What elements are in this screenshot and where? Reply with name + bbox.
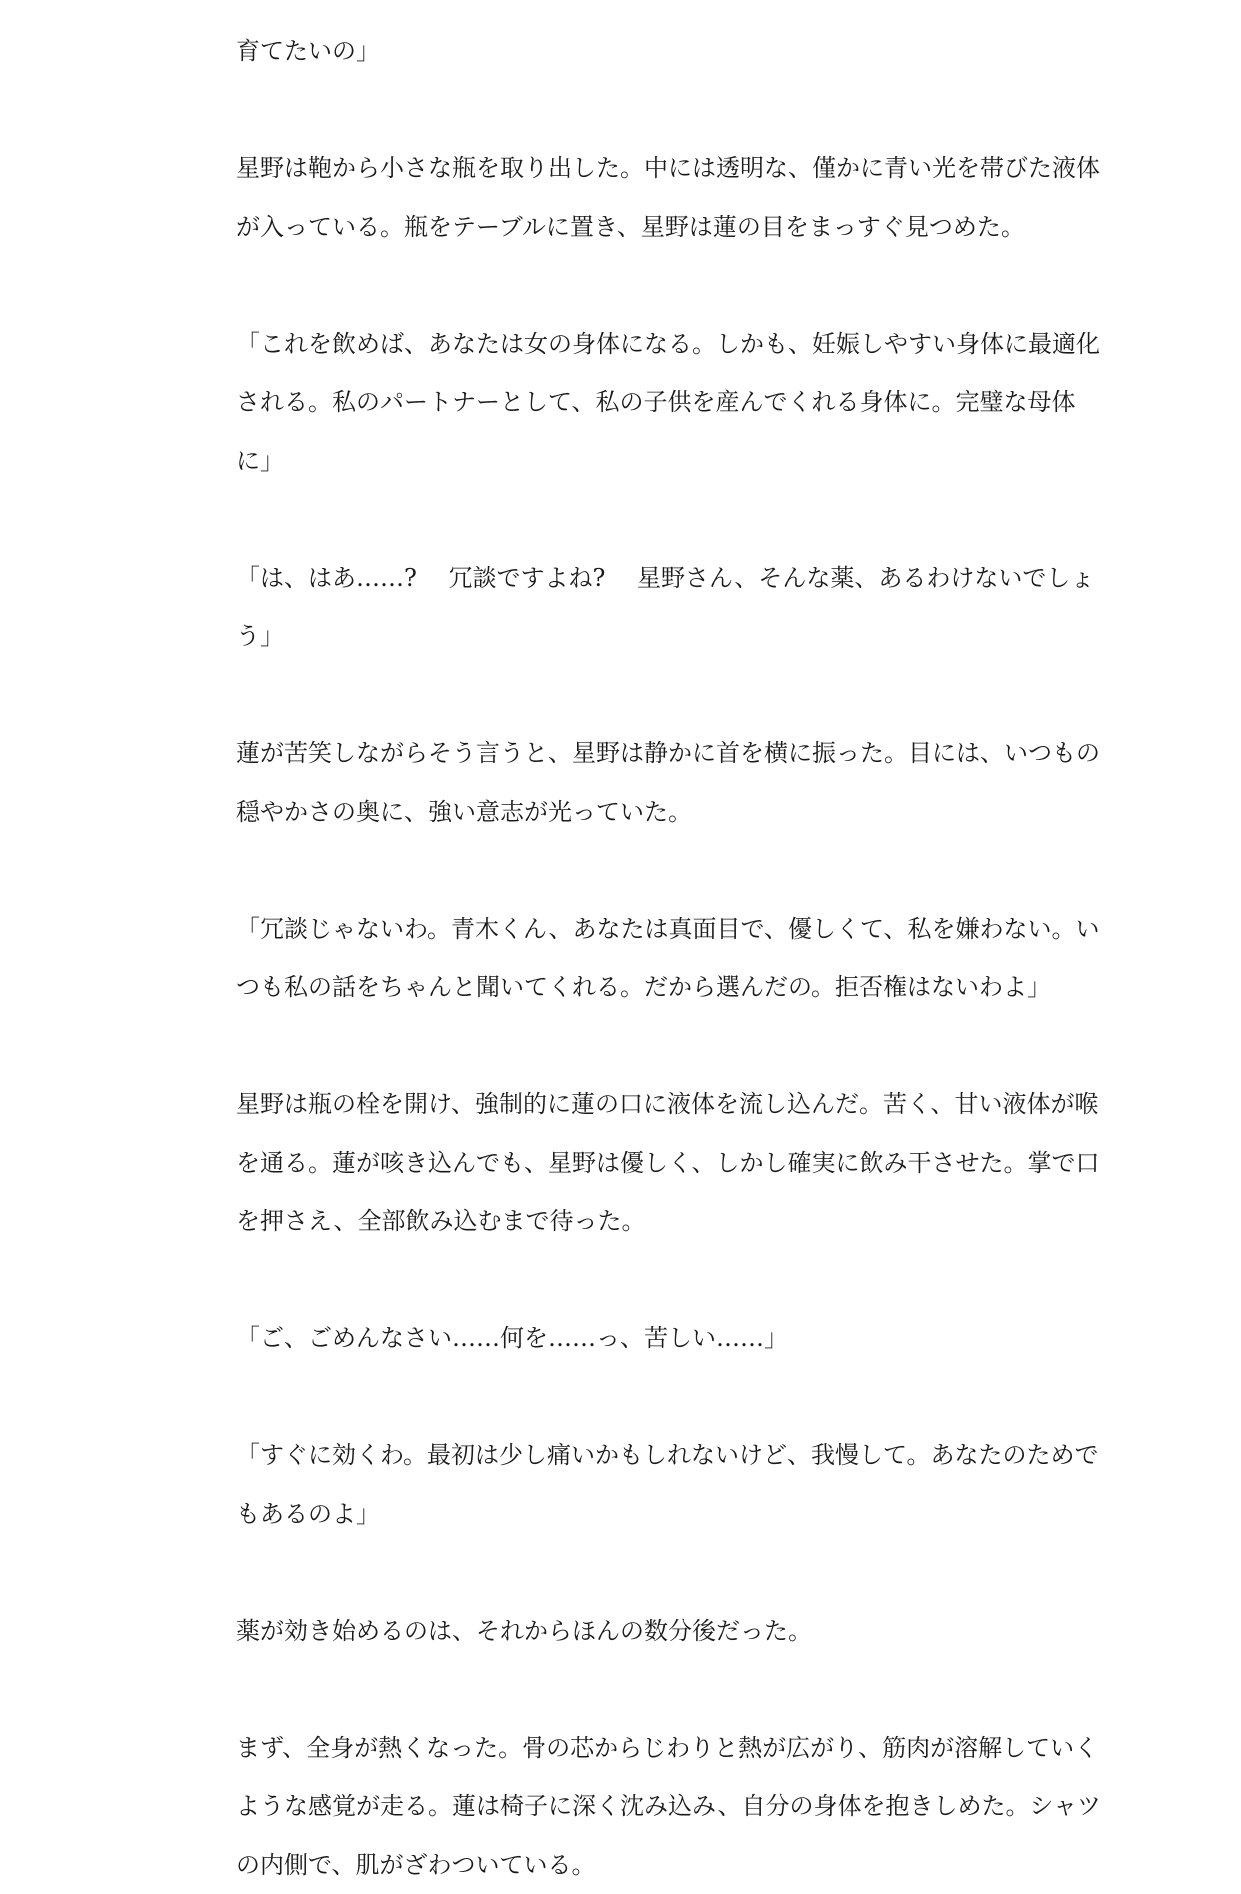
- text-line: 蓮が苦笑しながらそう言うと、星野は静かに首を横に振った。目には、いつもの: [236, 724, 1066, 783]
- paragraph-gap: [236, 256, 1066, 315]
- text-line: 星野は鞄から小さな瓶を取り出した。中には透明な、僅かに青い光を帯びた液体: [236, 139, 1066, 198]
- text-line: 「は、はあ……? 冗談ですよね? 星野さん、そんな薬、あるわけないでしょ: [236, 549, 1066, 608]
- text-line: 「すぐに効くわ。最初は少し痛いかもしれないけど、我慢して。あなたのためで: [236, 1426, 1066, 1485]
- paragraph-gap: [236, 1543, 1066, 1602]
- document-page: [236, 22, 1066, 1894]
- paragraph-gap: [236, 1660, 1066, 1719]
- text-line: 「冗談じゃないわ。青木くん、あなたは真面目で、優しくて、私を嫌わない。い: [236, 900, 1066, 959]
- text-line: を押さえ、全部飲み込むまで待った。: [236, 1192, 1066, 1251]
- text-line: 「これを飲めば、あなたは女の身体になる。しかも、妊娠しやすい身体に最適化: [236, 315, 1066, 374]
- text-line: 薬が効き始めるのは、それからほんの数分後だった。: [236, 1602, 1066, 1661]
- paragraph-gap: [236, 1251, 1066, 1310]
- text-line: まず、全身が熱くなった。骨の芯からじわりと熱が広がり、筋肉が溶解していく: [236, 1719, 1066, 1778]
- paragraph-gap: [236, 1017, 1066, 1076]
- paragraph-gap: [236, 666, 1066, 725]
- text-line: 「ご、ごめんなさい……何を……っ、苦しい……」: [236, 1309, 1066, 1368]
- text-line: 星野は瓶の栓を開け、強制的に蓮の口に液体を流し込んだ。苦く、甘い液体が喉: [236, 1075, 1066, 1134]
- text-line: される。私のパートナーとして、私の子供を産んでくれる身体に。完璧な母体: [236, 373, 1066, 432]
- text-line: に」: [236, 432, 1066, 491]
- text-line: が入っている。瓶をテーブルに置き、星野は蓮の目をまっすぐ見つめた。: [236, 198, 1066, 257]
- text-line: う」: [236, 607, 1066, 666]
- paragraph-gap: [236, 841, 1066, 900]
- text-line: 穏やかさの奥に、強い意志が光っていた。: [236, 783, 1066, 842]
- text-line: もあるのよ」: [236, 1485, 1066, 1544]
- text-line: を通る。蓮が咳き込んでも、星野は優しく、しかし確実に飲み干させた。掌で口: [236, 1134, 1066, 1193]
- text-line: ような感覚が走る。蓮は椅子に深く沈み込み、自分の身体を抱きしめた。シャツ: [236, 1777, 1066, 1836]
- text-line: の内側で、肌がざわついている。: [236, 1836, 1066, 1894]
- text-line: つも私の話をちゃんと聞いてくれる。だから選んだの。拒否権はないわよ」: [236, 958, 1066, 1017]
- text-line: 育てたいの」: [236, 22, 1066, 81]
- paragraph-gap: [236, 1368, 1066, 1427]
- paragraph-gap: [236, 490, 1066, 549]
- paragraph-gap: [236, 81, 1066, 140]
